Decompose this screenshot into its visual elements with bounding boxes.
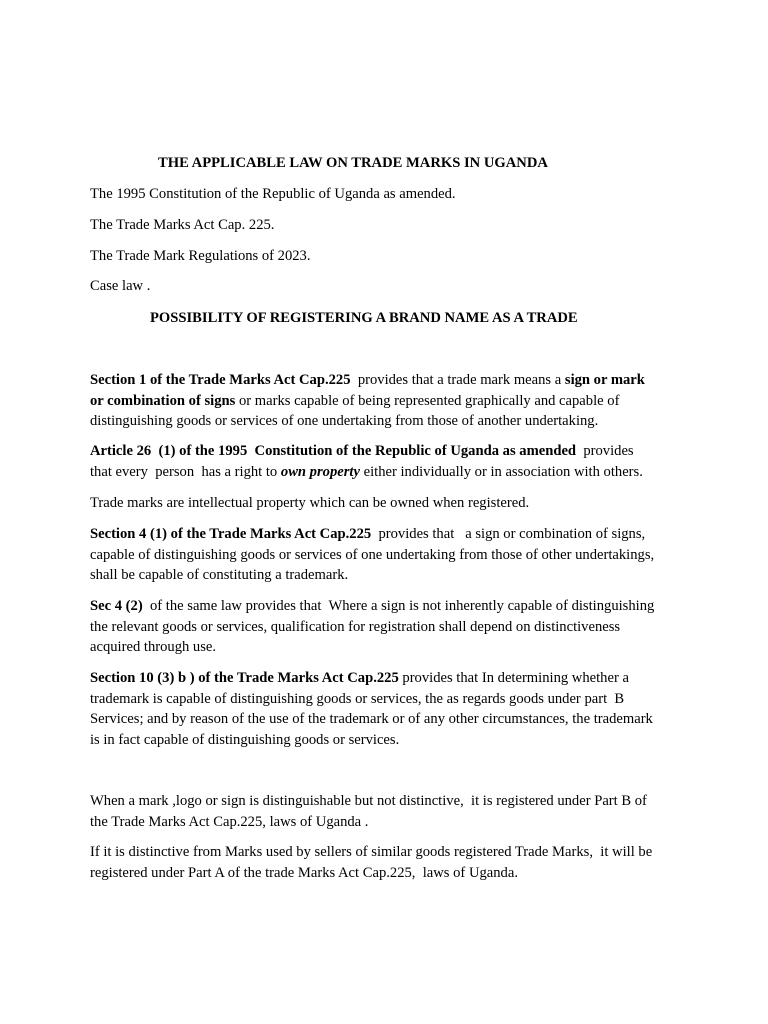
source-regulations: The Trade Mark Regulations of 2023.: [90, 248, 311, 264]
paragraph-article-26: Article 26 (1) of the 1995 Constitution of the Republic of Uganda as amended provides that every person has a right to own property either individually or in association with others.: [90, 443, 643, 480]
paragraph-intellectual-property: Trade marks are intellectual property which can be owned when registered.: [90, 495, 530, 511]
paragraph-section-1: Section 1 of the Trade Marks Act Cap.225 provides that a trade mark means a sign or mark or combination of signs or marks capable of being represented graphically and capable of distinguishing goods or services of one undertaking from those of another undertaking.: [90, 372, 645, 429]
source-constitution: The 1995 Constitution of the Republic of Uganda as amended.: [90, 186, 456, 202]
section-subtitle: POSSIBILITY OF REGISTERING A BRAND NAME AS A TRADE: [150, 310, 578, 326]
paragraph-part-a: If it is distinctive from Marks used by sellers of similar goods registered Trade Marks, it will be registered under Part A of the trade Marks Act Cap.225, laws of Uganda.: [90, 844, 653, 881]
paragraph-part-b: When a mark ,logo or sign is distinguishable but not distinctive, it is registered under Part B of the Trade Marks Act Cap.225, laws of Uganda .: [90, 793, 647, 830]
paragraph-section-10-3: Section 10 (3) b ) of the Trade Marks Act Cap.225 provides that In determining whether a trademark is capable of distinguishing goods or services, the as regards goods under part B Services; and by reason of the use of the trademark or of any other circumstances, the trademark is in fact capable of distinguishing goods or services.: [90, 670, 653, 748]
paragraph-section-4-1: Section 4 (1) of the Trade Marks Act Cap.225 provides that a sign or combination of signs, capable of distinguishing goods or services of one undertaking from those of other undertakings, shall be capable of constituting a trademark.: [90, 526, 655, 583]
document-title: THE APPLICABLE LAW ON TRADE MARKS IN UGANDA: [158, 155, 548, 171]
source-case-law: Case law .: [90, 278, 151, 294]
paragraph-section-4-2: Sec 4 (2) of the same law provides that Where a sign is not inherently capable of distinguishing the relevant goods or services, qualification for registration shall depend on distinctiveness acquired through use.: [90, 598, 655, 655]
source-trade-marks-act: The Trade Marks Act Cap. 225.: [90, 217, 275, 233]
